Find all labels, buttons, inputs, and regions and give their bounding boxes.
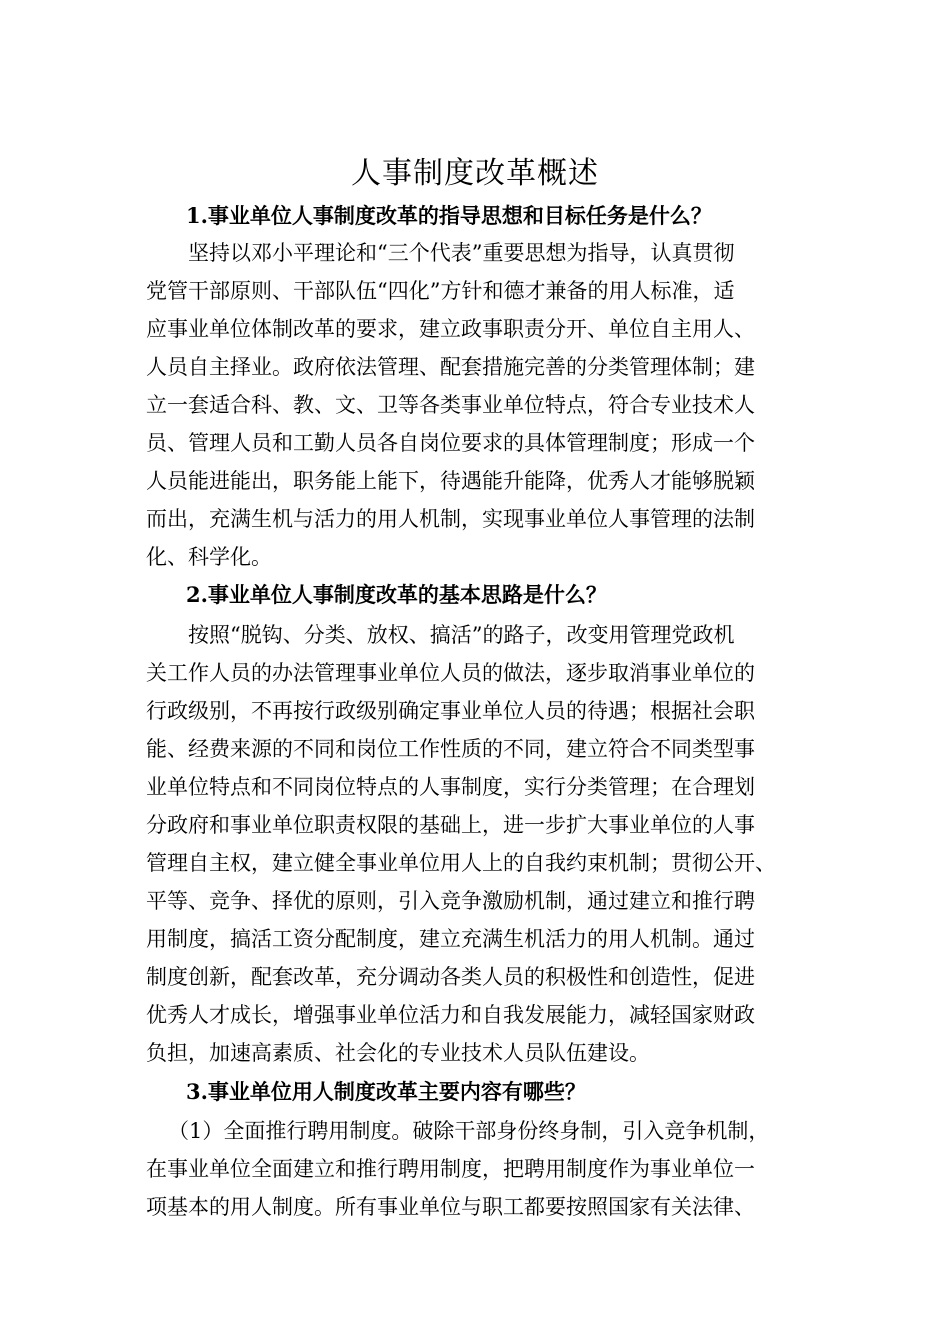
section-1-line-6: 员、管理人员和工勤人员各自岗位要求的具体管理制度；形成一个 (146, 431, 755, 455)
section-1-line-9: 化、科学化。 (146, 545, 272, 569)
section-2-line-2: 关工作人员的办法管理事业单位人员的做法，逐步取消事业单位的 (146, 661, 755, 685)
section-1-line-8: 而出，充满生机与活力的用人机制，实现事业单位人事管理的法制 (146, 507, 755, 531)
section-3-line-1: （1）全面推行聘用制度。破除干部身份终身制，引入竞争机制， (168, 1119, 770, 1143)
section-2-heading: 2.事业单位人事制度改革的基本思路是什么？ (186, 582, 607, 607)
section-1-line-7: 人员能进能出，职务能上能下，待遇能升能降，优秀人才能够脱颖 (146, 469, 755, 493)
section-1-line-4: 人员自主择业。政府依法管理、配套措施完善的分类管理体制；建 (146, 355, 755, 379)
section-1-heading: 1.事业单位人事制度改革的指导思想和目标任务是什么？ (186, 203, 712, 228)
section-1-line-1: 坚持以邓小平理论和“三个代表”重要思想为指导，认真贯彻 (188, 241, 735, 265)
section-2-line-11: 优秀人才成长，增强事业单位活力和自我发展能力，减轻国家财政 (146, 1003, 755, 1027)
document-title: 人事制度改革概述 (351, 156, 599, 191)
section-2-line-10: 制度创新，配套改革，充分调动各类人员的积极性和创造性，促进 (146, 965, 755, 989)
section-3-line-2: 在事业单位全面建立和推行聘用制度，把聘用制度作为事业单位一 (146, 1157, 755, 1181)
section-2-line-6: 分政府和事业单位职责权限的基础上，进一步扩大事业单位的人事 (146, 813, 755, 837)
section-2-line-9: 用制度，搞活工资分配制度，建立充满生机活力的用人机制。通过 (146, 927, 755, 951)
section-3-line-3: 项基本的用人制度。所有事业单位与职工都要按照国家有关法律、 (146, 1195, 755, 1219)
section-1-line-5: 立一套适合科、教、文、卫等各类事业单位特点，符合专业技术人 (146, 393, 755, 417)
section-2-line-8: 平等、竞争、择优的原则，引入竞争激励机制，通过建立和推行聘 (146, 889, 755, 913)
section-2-line-5: 业单位特点和不同岗位特点的人事制度，实行分类管理；在合理划 (146, 775, 755, 799)
section-1-line-2: 党管干部原则、干部队伍“四化”方针和德才兼备的用人标准，适 (146, 279, 735, 303)
section-2-line-3: 行政级别，不再按行政级别确定事业单位人员的待遇；根据社会职 (146, 699, 755, 723)
section-2-line-12: 负担，加速高素质、社会化的专业技术人员队伍建设。 (146, 1041, 650, 1065)
section-2-line-7: 管理自主权，建立健全事业单位用人上的自我约束机制；贯彻公开、 (146, 851, 776, 875)
section-2-line-1: 按照“脱钩、分类、放权、搞活”的路子，改变用管理党政机 (188, 623, 735, 647)
section-1-line-3: 应事业单位体制改革的要求，建立政事职责分开、单位自主用人、 (146, 317, 755, 341)
section-2-line-4: 能、经费来源的不同和岗位工作性质的不同，建立符合不同类型事 (146, 737, 755, 761)
section-3-heading: 3.事业单位用人制度改革主要内容有哪些？ (186, 1079, 586, 1104)
